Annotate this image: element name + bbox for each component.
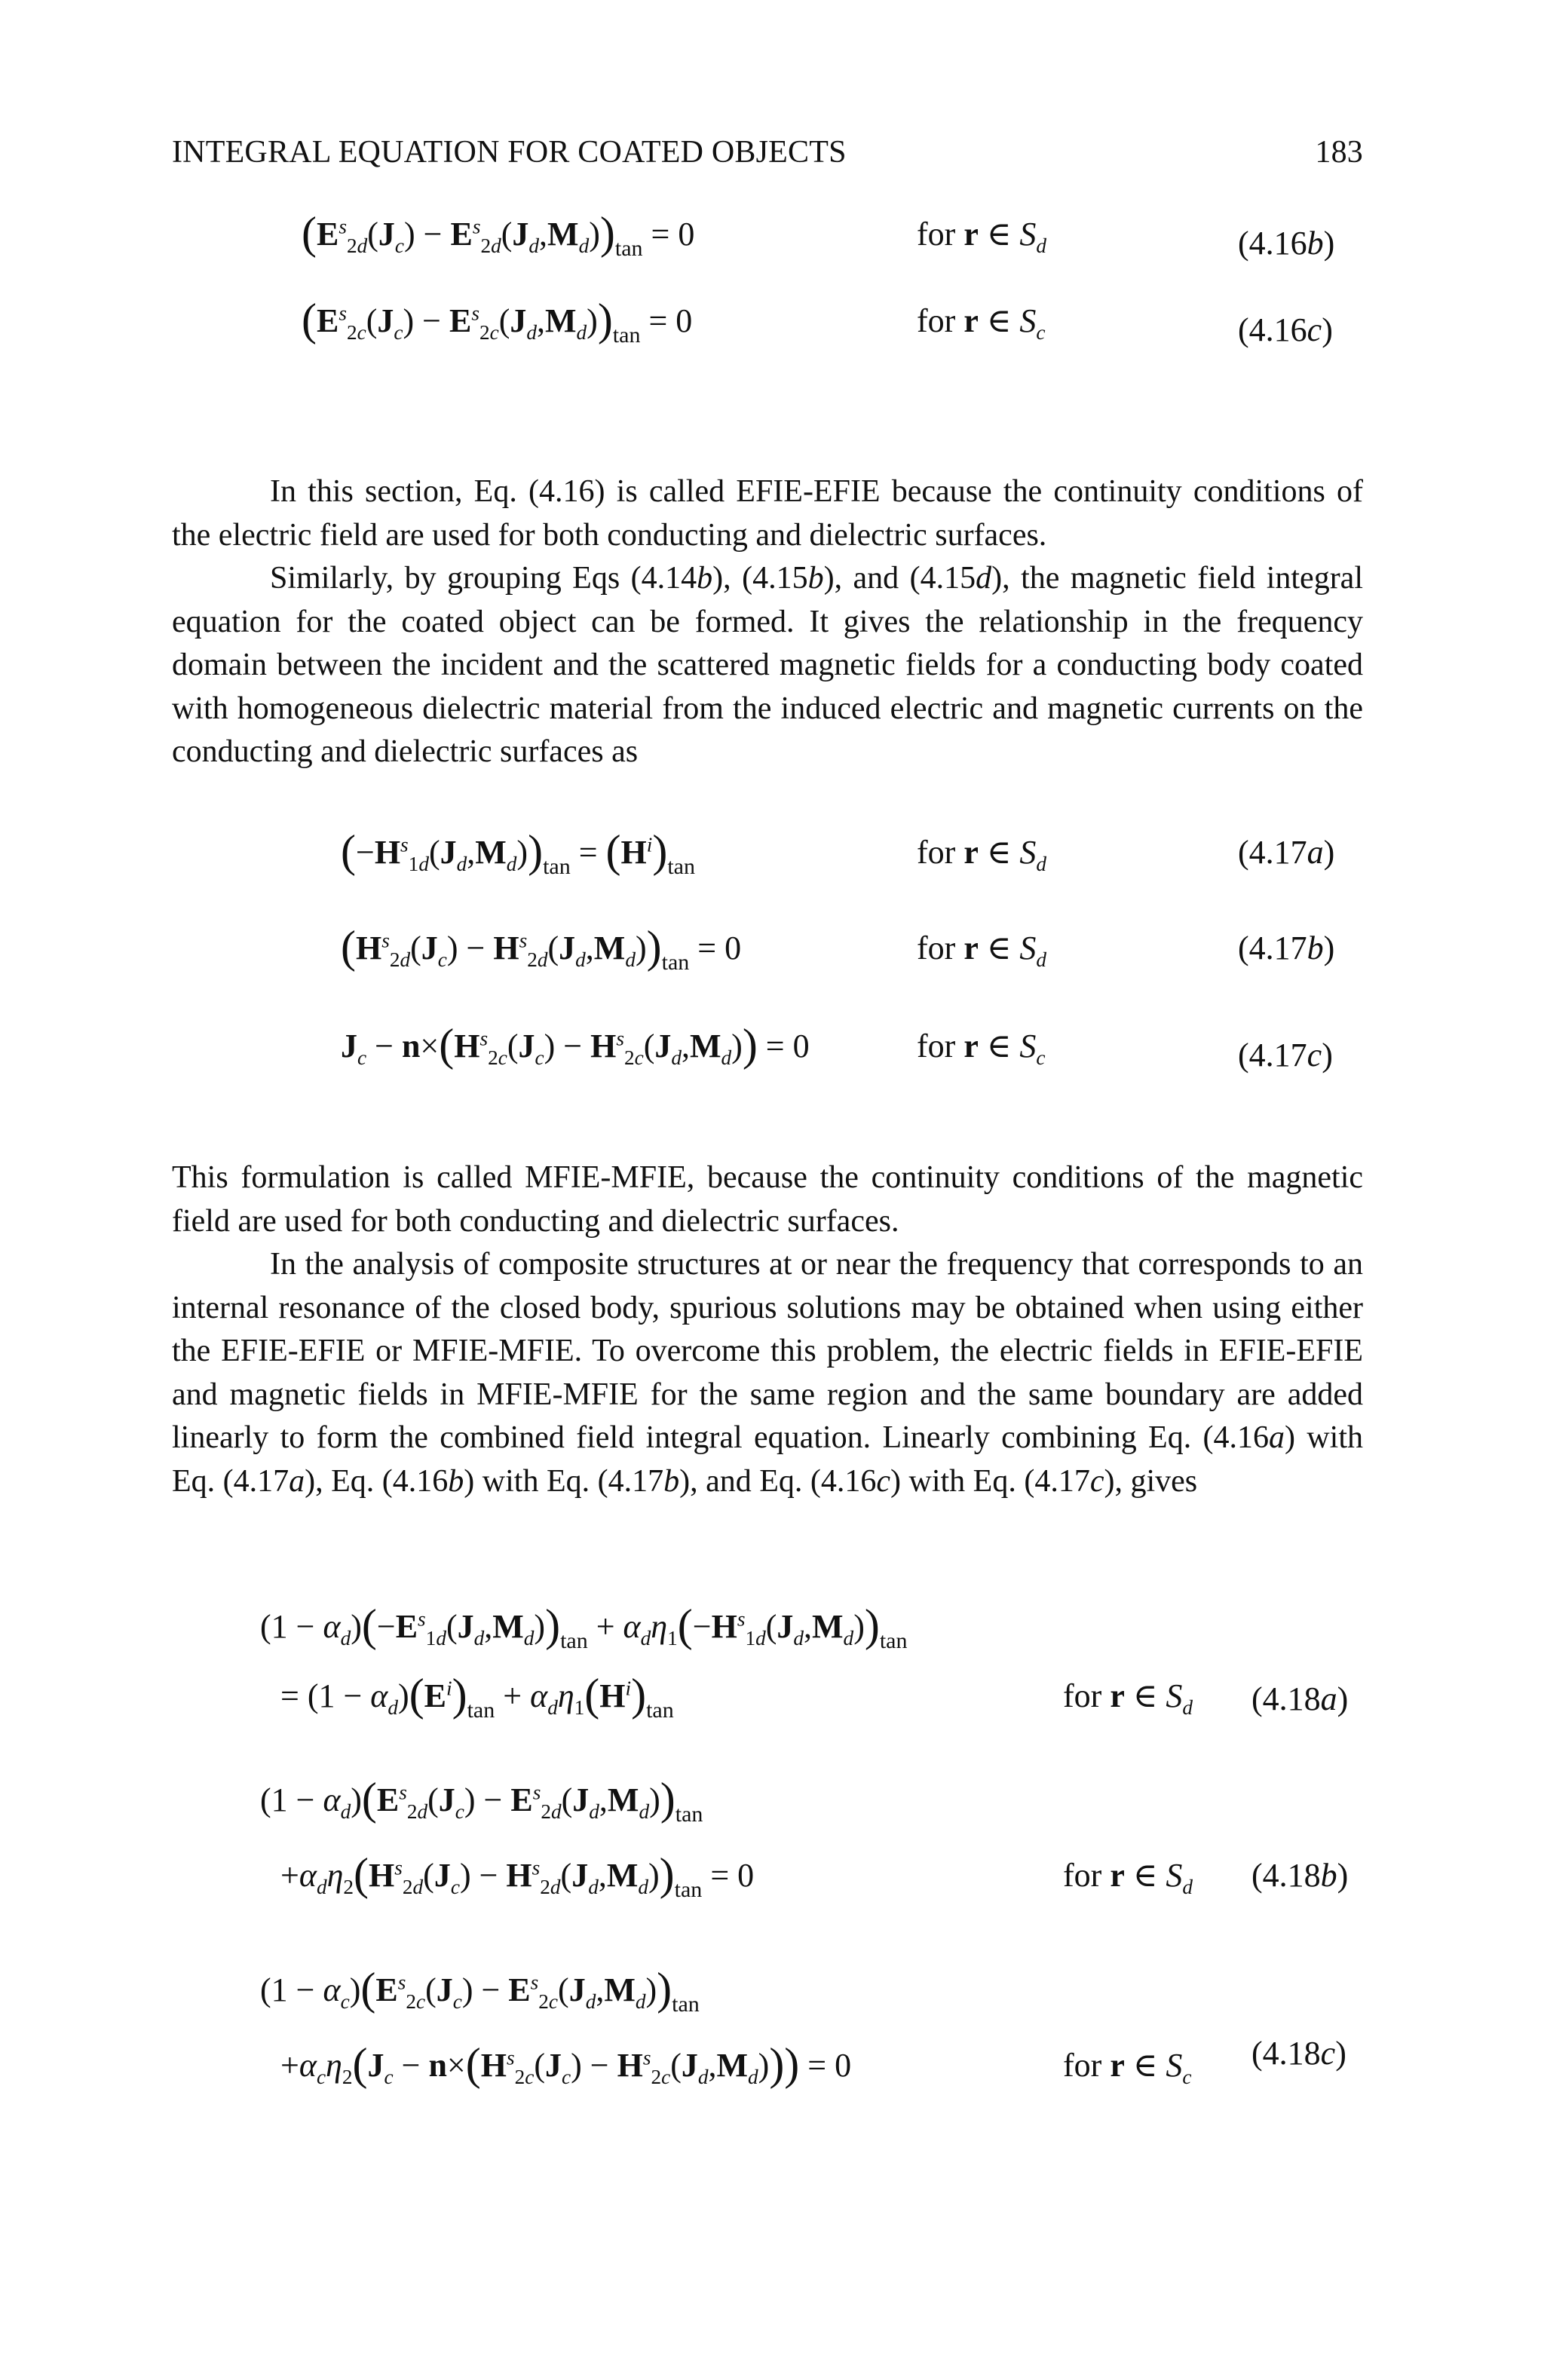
chapter-title: INTEGRAL EQUATION FOR COATED OBJECTS — [172, 135, 847, 170]
paragraph-1: In this section, Eq. (4.16) is called EFIE-EFIE because the continuity conditions of the electric field are used for both conducting and dielectric surfaces. — [172, 474, 1363, 553]
running-head — [172, 134, 1363, 170]
paragraph-efie — [172, 470, 1363, 774]
equation-4-18c-number: (4.18c) — [1251, 2035, 1346, 2072]
equation-4-17c-condition: for r ∈ $S_c$ — [917, 1028, 1046, 1069]
equation-4-18b-line-2: $+\alpha_d\eta_2(H^s_{2d}(J_c) - H^s_{2d}(J_d,M_d))_{tan} = 0$ — [280, 1849, 755, 1902]
paragraph-2: Similarly, by grouping Eqs (4.14b), (4.15b), and (4.15d), the magnetic field integral equation for the coated object can be formed. It gives the relationship in the frequency domain between the incident and the scattered magnetic fields for a conducting body coated with homogeneous dielectric material from the induced electric and magnetic currents on the conducting and dielectric surfaces as — [172, 561, 1363, 769]
equation-4-16c-condition: for r ∈ $S_c$ — [917, 302, 1046, 344]
equation-4-18a-line-2: = $(1 - \alpha_d)(E^i)_{tan} + \alpha_d\eta_1(H^i)_{tan}$ — [280, 1670, 674, 1723]
equation-4-17b-expression: $(H^s_{2d}(J_c) - H^s_{2d}(J_d,M_d))_{tan} = 0$ — [341, 922, 742, 975]
equation-4-16b-condition: for r ∈ $S_d$ — [917, 216, 1047, 257]
paragraph-3: This formulation is called MFIE-MFIE, because the continuity conditions of the magnetic field are used for both conducting and dielectric surfaces. — [172, 1160, 1363, 1239]
equation-4-16b-number: (4.16b) — [1238, 225, 1335, 262]
equation-4-18b-line-1: $(1 - \alpha_d)(E^s_{2d}(J_c) - E^s_{2d}(J_d,M_d))_{tan}$ — [260, 1774, 703, 1827]
equation-4-18a-number: (4.18a) — [1251, 1680, 1349, 1717]
equation-4-17b-condition: for r ∈ $S_d$ — [917, 930, 1047, 971]
equation-4-17a — [0, 826, 1544, 893]
page-number: 183 — [1315, 135, 1363, 170]
paragraph-mfie — [172, 1156, 1363, 1503]
equation-4-16c — [0, 295, 1544, 362]
equation-4-17b-number: (4.17b) — [1238, 930, 1335, 966]
equation-4-17c — [0, 1020, 1544, 1087]
equation-4-18c-condition: for r ∈ $S_c$ — [1063, 2047, 1192, 2088]
equation-4-17b — [0, 922, 1544, 989]
equation-4-16b — [0, 208, 1544, 275]
equation-4-18b-condition: for r ∈ $S_d$ — [1063, 1857, 1193, 1898]
equation-4-18b — [0, 1774, 1544, 1916]
equation-4-17a-expression: $(-H^s_{1d}(J_d,M_d))_{tan} = (H^i)_{tan}$ — [341, 826, 695, 879]
equation-4-18c-line-2: $+\alpha_c\eta_2(J_c - n\times(H^s_{2c}(J_c) - H^s_{2c}(J_d,M_d))) = 0$ — [280, 2039, 852, 2089]
equation-4-17c-expression: $J_c - n\times(H^s_{2c}(J_c) - H^s_{2c}(J_d,M_d)) = 0$ — [341, 1020, 810, 1070]
equation-4-18a — [0, 1600, 1544, 1743]
equation-4-18c — [0, 1964, 1544, 2106]
equation-4-18a-condition: for r ∈ $S_d$ — [1063, 1677, 1193, 1719]
equation-4-18a-line-1: $(1 - \alpha_d)(-E^s_{1d}(J_d,M_d))_{tan} + \alpha_d\eta_1(-H^s_{1d}(J_d,M_d))_{tan}$ — [260, 1600, 908, 1653]
equation-4-17a-condition: for r ∈ $S_d$ — [917, 834, 1047, 875]
equation-4-17c-number: (4.17c) — [1238, 1037, 1333, 1074]
equation-4-17a-number: (4.17a) — [1238, 834, 1335, 871]
equation-4-18c-line-1: $(1 - \alpha_c)(E^s_{2c}(J_c) - E^s_{2c}(J_d,M_d))_{tan}$ — [260, 1964, 700, 2017]
paragraph-4: In the analysis of composite structures at or near the frequency that corresponds to an internal resonance of the closed body, spurious solutions may be obtained when using either the EFIE-EFIE or MFIE-MFIE. To overcome this problem, the electric fields in EFIE-EFIE and magnetic fields in MFIE-MFIE for the same region and the same boundary are added linearly to form the combined field integral equation. Linearly combining Eq. (4.16a) with Eq. (4.17a), Eq. (4.16b) with Eq. (4.17b), and Eq. (4.16c) with Eq. (4.17c), gives — [172, 1247, 1363, 1499]
equation-4-16c-expression: $(E^s_{2c}(J_c) - E^s_{2c}(J_d,M_d))_{tan} = 0$ — [302, 295, 693, 348]
equation-4-16c-number: (4.16c) — [1238, 311, 1333, 348]
equation-4-18b-number: (4.18b) — [1251, 1857, 1349, 1894]
equation-4-16b-expression: $(E^s_{2d}(J_c) - E^s_{2d}(J_d,M_d))_{tan} = 0$ — [302, 208, 695, 261]
